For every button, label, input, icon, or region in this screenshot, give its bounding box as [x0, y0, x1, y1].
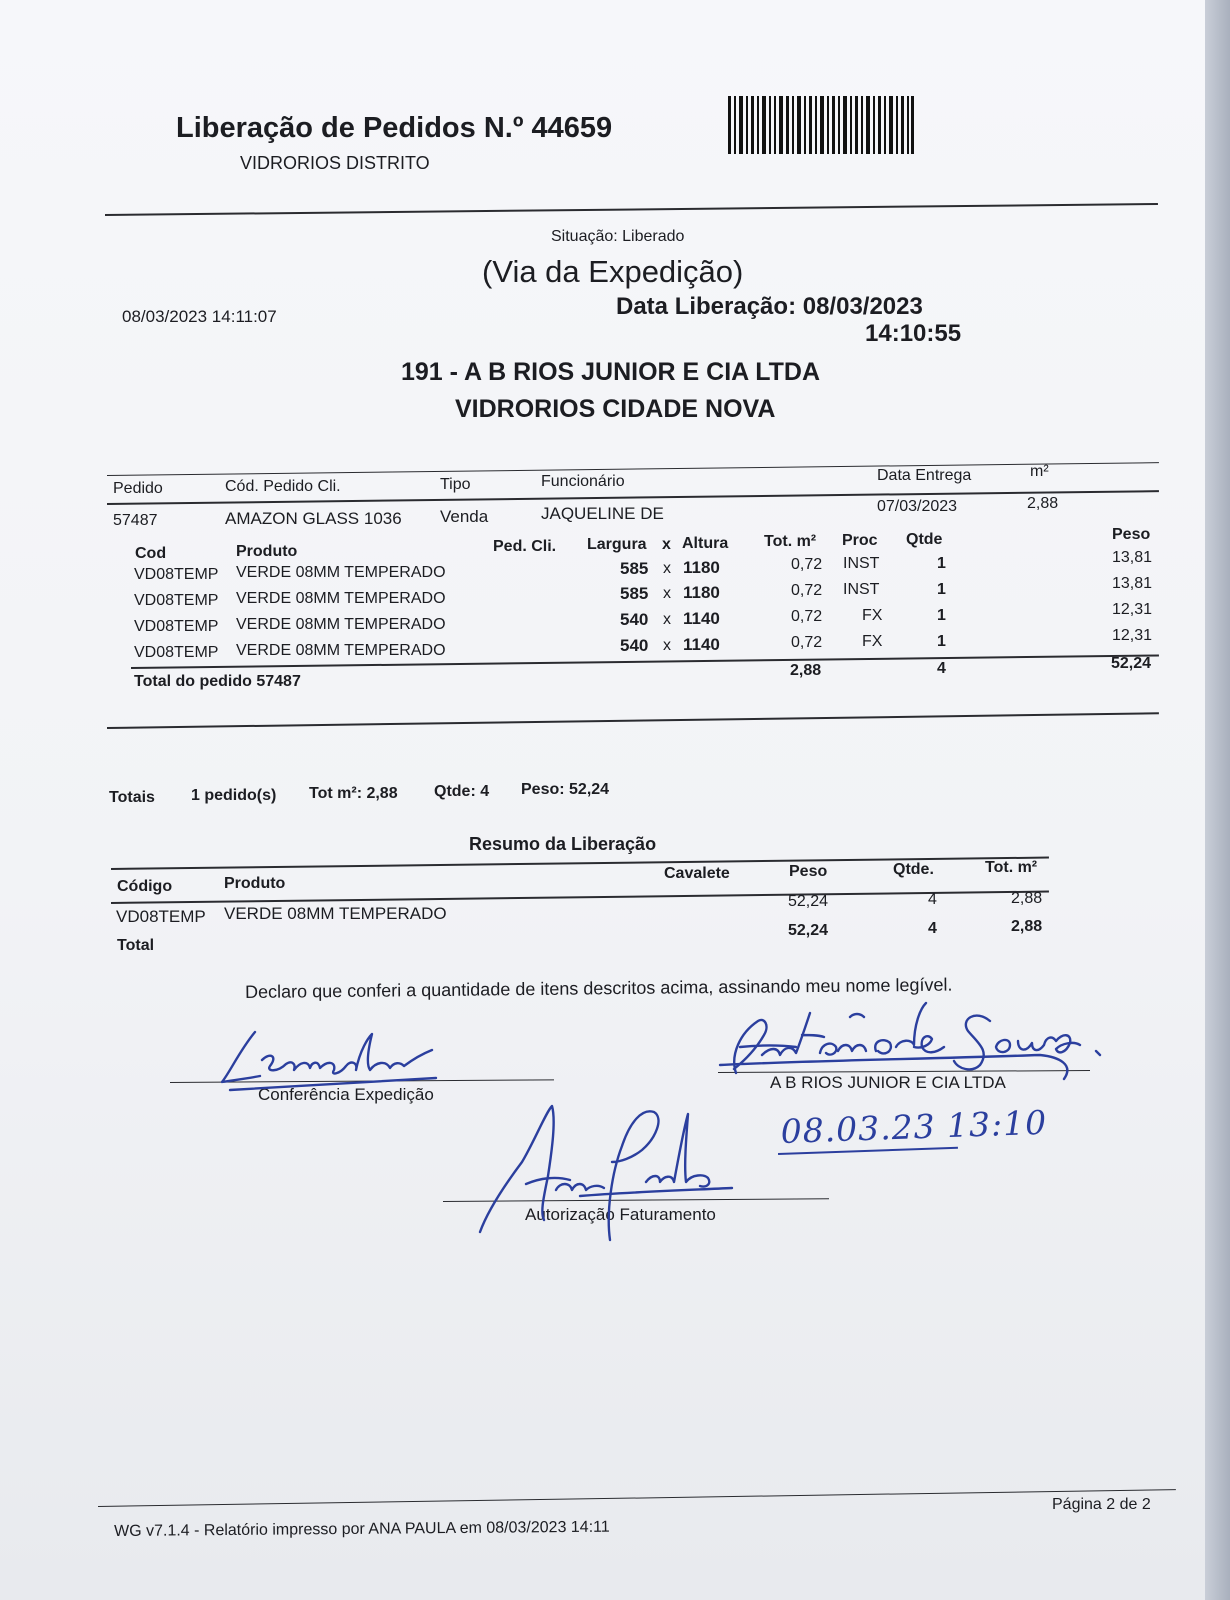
document-title: Liberação de Pedidos N.º 44659 [176, 112, 613, 144]
cell-peso: 12,31 [1112, 627, 1153, 644]
cell-peso: 12,31 [1112, 601, 1153, 618]
totals-m2: Tot m²: 2,88 [309, 785, 398, 802]
value-data-entrega: 07/03/2023 [877, 498, 958, 515]
summary-total-peso: 52,24 [788, 922, 829, 939]
summary-col-codigo: Código [117, 878, 173, 895]
release-date: Data Liberação: 08/03/2023 [616, 293, 923, 320]
cell-largura: 540 [620, 610, 649, 629]
status-text: Situação: Liberado [551, 228, 685, 245]
summary-total-label: Total [117, 937, 155, 954]
cell-proc: FX [862, 633, 883, 650]
signature-ana-paula [460, 1100, 750, 1250]
summary-col-qtde: Qtde. [893, 861, 934, 878]
company-name: VIDRORIOS DISTRITO [240, 153, 430, 173]
summary-peso: 52,24 [788, 893, 829, 910]
label-m2: m² [1030, 463, 1049, 480]
col-produto: Produto [236, 543, 298, 560]
cell-x: x [663, 611, 671, 628]
cell-qtde: 1 [937, 555, 946, 572]
cell-largura: 540 [620, 636, 649, 655]
declaration-text: Declaro que conferi a quantidade de itens descritos acima, assinando meu nome legível. [245, 974, 953, 1002]
col-cod: Cod [135, 545, 167, 562]
cell-peso: 13,81 [1112, 575, 1153, 592]
cell-produto: VERDE 08MM TEMPERADO [236, 642, 446, 659]
footer-page-number: Página 2 de 2 [1052, 1496, 1151, 1513]
totals-label: Totais [109, 789, 155, 806]
footer-printed-by: WG v7.1.4 - Relatório impresso por ANA PAULA em 08/03/2023 14:11 [114, 1518, 610, 1540]
barcode-icon [728, 96, 914, 154]
label-cod-pedido-cli: Cód. Pedido Cli. [225, 478, 341, 495]
cell-x: x [663, 560, 671, 577]
order-total-label: Total do pedido 57487 [134, 673, 301, 690]
summary-title: Resumo da Liberação [469, 834, 657, 854]
summary-qtde: 4 [928, 891, 937, 908]
cell-qtde: 1 [937, 581, 946, 598]
cell-cod: VD08TEMP [134, 618, 219, 635]
cell-tot-m2: 0,72 [791, 608, 823, 625]
summary-produto: VERDE 08MM TEMPERADO [224, 904, 447, 923]
summary-col-cavalete: Cavalete [664, 865, 730, 882]
col-largura: Largura [587, 536, 647, 553]
totals-peso: Peso: 52,24 [521, 781, 610, 798]
value-tipo: Venda [440, 507, 489, 526]
value-m2: 2,88 [1027, 495, 1059, 512]
order-total-qtde: 4 [937, 660, 946, 677]
label-client-signature: A B RIOS JUNIOR E CIA LTDA [770, 1073, 1006, 1092]
value-funcionario: JAQUELINE DE [541, 504, 664, 523]
label-tipo: Tipo [440, 476, 471, 493]
label-conferencia-expedicao: Conferência Expedição [258, 1085, 434, 1104]
totals-qtde: Qtde: 4 [434, 783, 490, 800]
col-tot-m2: Tot. m² [764, 533, 817, 550]
col-proc: Proc [842, 532, 878, 549]
cell-cod: VD08TEMP [134, 592, 219, 609]
col-altura: Altura [682, 535, 729, 552]
cell-largura: 585 [620, 559, 649, 578]
order-total-m2: 2,88 [790, 662, 822, 679]
col-x: x [662, 536, 671, 553]
summary-col-produto: Produto [224, 875, 286, 892]
cell-cod: VD08TEMP [134, 644, 219, 661]
cell-x: x [663, 637, 671, 654]
cell-produto: VERDE 08MM TEMPERADO [236, 616, 446, 633]
value-cod-pedido-cli: AMAZON GLASS 1036 [225, 509, 402, 528]
cell-cod: VD08TEMP [134, 566, 219, 583]
cell-tot-m2: 0,72 [791, 582, 823, 599]
client-name: 191 - A B RIOS JUNIOR E CIA LTDA [401, 358, 821, 386]
col-qtde: Qtde [906, 531, 943, 548]
printed-datetime: 08/03/2023 14:11:07 [122, 307, 277, 326]
cell-produto: VERDE 08MM TEMPERADO [236, 564, 446, 581]
col-ped-cli: Ped. Cli. [493, 538, 557, 555]
client-branch: VIDRORIOS CIDADE NOVA [455, 395, 776, 423]
summary-col-peso: Peso [789, 863, 828, 880]
cell-qtde: 1 [937, 633, 946, 650]
totals-pedidos: 1 pedido(s) [191, 787, 277, 804]
summary-col-tot-m2: Tot. m² [985, 859, 1038, 876]
page-edge-shadow [1205, 0, 1230, 1600]
cell-produto: VERDE 08MM TEMPERADO [236, 590, 446, 607]
value-pedido: 57487 [113, 512, 158, 529]
col-peso: Peso [1112, 526, 1151, 543]
label-funcionario: Funcionário [541, 473, 625, 490]
label-data-entrega: Data Entrega [877, 467, 972, 484]
cell-altura: 1140 [683, 609, 720, 628]
cell-proc: INST [843, 581, 880, 598]
cell-proc: INST [843, 555, 880, 572]
cell-qtde: 1 [937, 607, 946, 624]
cell-proc: FX [862, 607, 883, 624]
copy-label: (Via da Expedição) [482, 254, 744, 289]
signature-leonardo [200, 1020, 460, 1100]
order-total-peso: 52,24 [1111, 655, 1152, 672]
summary-codigo: VD08TEMP [116, 907, 206, 926]
cell-tot-m2: 0,72 [791, 556, 823, 573]
label-autorizacao-faturamento: Autorização Faturamento [525, 1205, 716, 1224]
cell-tot-m2: 0,72 [791, 634, 823, 651]
cell-x: x [663, 585, 671, 602]
cell-peso: 13,81 [1112, 549, 1153, 566]
summary-total-tot-m2: 2,88 [1011, 918, 1043, 935]
cell-altura: 1140 [683, 635, 720, 654]
release-time: 14:10:55 [865, 320, 962, 347]
cell-altura: 1180 [683, 583, 720, 602]
cell-largura: 585 [620, 584, 649, 603]
summary-total-qtde: 4 [928, 920, 937, 937]
cell-altura: 1180 [683, 558, 720, 577]
signature-antonio-de-souza [700, 995, 1140, 1095]
handwritten-date: 08.03.23 13:10 [780, 1102, 1048, 1151]
summary-tot-m2: 2,88 [1011, 890, 1043, 907]
label-pedido: Pedido [113, 480, 163, 497]
